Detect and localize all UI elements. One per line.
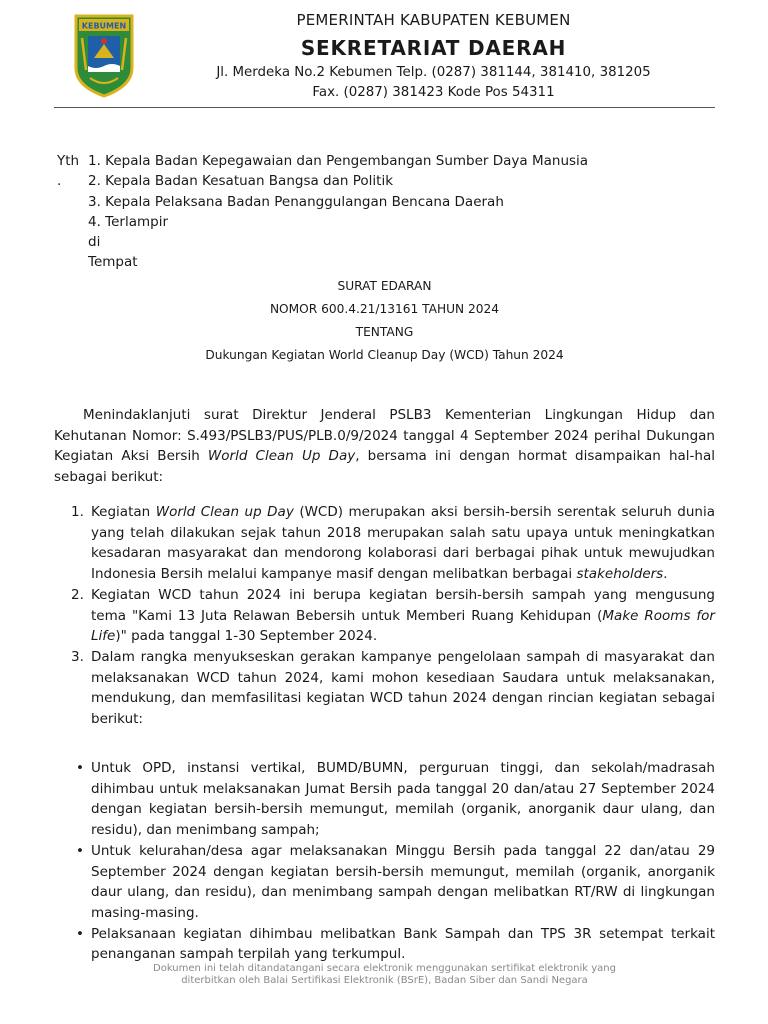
- activity-bullet: • Untuk OPD, instansi vertikal, BUMD/BUMN, perguruan tinggi, dan sekolah/madrasah dihimbau untuk melaksanakan Jumat Bersih pada tanggal 20 dan/atau 27 September 2024 dengan kegiatan bersih-bersih memungut, memilah (organik, anorganik daur ulang, dan residu), dan menimbang sampah;: [76, 760, 715, 839]
- recipient-item: 2. Kepala Badan Kesatuan Bangsa dan Politik: [88, 173, 394, 190]
- numbered-point: 1. Kegiatan World Clean up Day (WCD) merupakan aksi bersih-bersih serentak seluruh dunia yang telah dilakukan sejak tahun 2018 merupakan salah satu upaya untuk meningkatkan kesadaran masyarakat dan mendorong kolaborasi dari berbagai pihak untuk mewujudkan Indonesia Bersih melalui kampanye masif dengan melibatkan berbagai stakeholders.: [71, 504, 715, 583]
- recipient-item: 4. Terlampir: [88, 213, 169, 230]
- e-signature-notice: Dokumen ini telah ditandatangani secara elektronik menggunakan sertifikat elektronik yang diterbitkan oleh Balai Sertifikasi Elektronik (BSrE), Badan Siber dan Sandi Negara: [153, 963, 616, 986]
- office-address: Jl. Merdeka No.2 Kebumen Telp. (0287) 381144, 381410, 381205: [216, 65, 651, 80]
- document-about-label: TENTANG: [355, 325, 414, 339]
- recipient-place: Tempat: [88, 254, 138, 271]
- yth-label: Yth .: [57, 153, 80, 190]
- recipient-item: 3. Kepala Pelaksana Badan Penanggulangan Bencana Daerah: [88, 193, 504, 210]
- intro-paragraph: Menindaklanjuti surat Direktur Jenderal PSLB3 Kementerian Lingkungan Hidup dan Kehutanan Nomor: S.493/PSLB3/PUS/PLB.0/9/2024 tanggal 4 September 2024 perihal Dukungan Kegiatan Aksi Bersih World Clean Up Day, bersama ini dengan hormat disampaikan hal-hal sebagai berikut:: [54, 407, 715, 486]
- letterhead-divider: [54, 107, 715, 108]
- activity-bullets: [54, 758, 715, 965]
- recipient-location: di: [88, 234, 101, 251]
- kebumen-coat-of-arms-logo: [74, 14, 134, 98]
- activity-bullet: • Untuk kelurahan/desa agar melaksanakan Minggu Bersih pada tanggal 22 dan/atau 29 September 2024 dengan kegiatan bersih-bersih memungut, memilah (organik, anorganik daur ulang, dan residu), dan menimbang sampah dengan melibatkan RT/RW di lingkungan masing-masing.: [76, 842, 715, 921]
- logo-lettering: KEBUMEN: [81, 21, 127, 31]
- government-name: PEMERINTAH KABUPATEN KEBUMEN: [296, 11, 571, 29]
- activity-bullet: • Pelaksanaan kegiatan dihimbau melibatkan Bank Sampah dan TPS 3R setempat terkait penanganan sampah terpilah yang terkumpul.: [76, 925, 715, 963]
- recipient-item: 1. Kepala Badan Kepegawaian dan Pengembangan Sumber Daya Manusia: [88, 153, 589, 169]
- document-number: NOMOR 600.4.21/13161 TAHUN 2024: [269, 302, 500, 316]
- numbered-points: [54, 502, 715, 730]
- office-fax-postcode: Fax. (0287) 381423 Kode Pos 54311: [312, 85, 555, 100]
- numbered-point: 3. Dalam rangka menyukseskan gerakan kampanye pengelolaan sampah di masyarakat dan melaksanakan WCD tahun 2024, kami mohon kesediaan Saudara untuk melaksanakan, mendukung, dan memfasilitasi kegiatan WCD tahun 2024 dengan rincian kegiatan sebagai berikut:: [71, 648, 715, 728]
- document-type: SURAT EDARAN: [337, 279, 432, 293]
- recipient-list: [88, 151, 588, 273]
- numbered-point: 2. Kegiatan WCD tahun 2024 ini berupa kegiatan bersih-bersih sampah yang mengusung tema "Kami 13 Juta Relawan Bebersih untuk Memberi Ruang Kehidupan (Make Rooms for Life)" pada tanggal 1-30 September 2024.: [71, 586, 715, 645]
- document-subject: Dukungan Kegiatan World Cleanup Day (WCD) Tahun 2024: [205, 348, 564, 362]
- office-name: SEKRETARIAT DAERAH: [300, 36, 567, 60]
